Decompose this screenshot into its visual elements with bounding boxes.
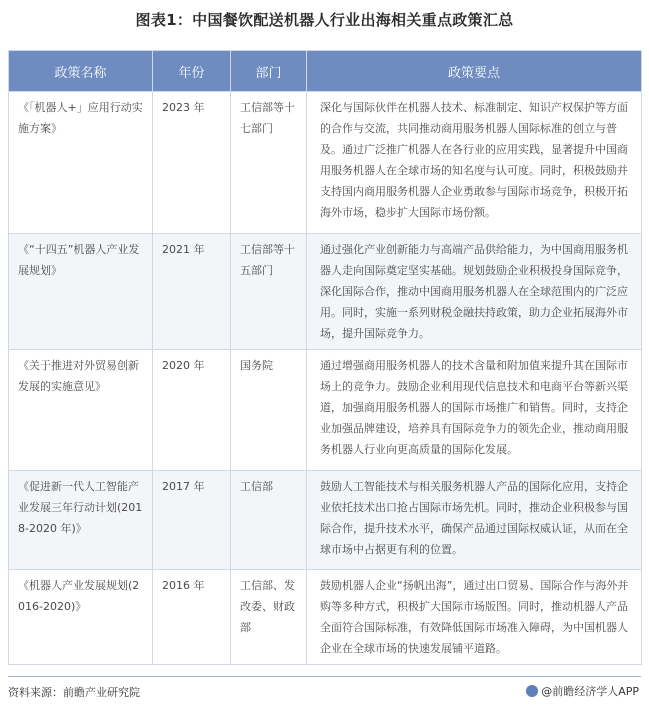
header-year: 年份 (153, 51, 231, 92)
table-row (9, 350, 642, 471)
header-policy-name: 政策名称 (9, 51, 153, 92)
policy-year-cell: 2016 年 (153, 570, 231, 665)
brand-credit-text: @前瞻经济学人APP (541, 685, 639, 698)
policy-dept-cell: 国务院 (231, 350, 307, 471)
policy-name-cell: 《「机器人+」应用行动实施方案》 (9, 92, 153, 234)
policy-points-cell: 鼓励机器人企业“扬帆出海”，通过出口贸易、国际合作与海外并购等多种方式，积极扩大国际市场版图。同时，推动机器人产品全面符合国际标准，有效降低国际市场准入障碍，为中国机器人企业在全球市场的快速发展铺平道路。 (307, 570, 642, 665)
policy-year-cell: 2023 年 (153, 92, 231, 234)
policy-table-wrapper (8, 50, 641, 665)
policy-name-cell: 《“十四五”机器人产业发展规划》 (9, 234, 153, 350)
policy-dept-cell: 工信部 (231, 471, 307, 570)
policy-points-cell: 深化与国际伙伴在机器人技术、标准制定、知识产权保护等方面的合作与交流，共同推动商用服务机器人国际标准的创立与普及。通过广泛推广机器人在各行业的应用实践，显著提升中国商用服务机器人在全球市场的知名度与认可度。同时，积极鼓励并支持国内商用服务机器人企业勇敢参与国际市场竞争，积极开拓海外市场，稳步扩大国际市场份额。 (307, 92, 642, 234)
header-department: 部门 (231, 51, 307, 92)
policy-name-cell: 《关于推进对外贸易创新发展的实施意见》 (9, 350, 153, 471)
policy-year-cell: 2017 年 (153, 471, 231, 570)
table-row (9, 92, 642, 234)
policy-dept-cell: 工信部等十七部门 (231, 92, 307, 234)
policy-name-cell: 《机器人产业发展规划(2016-2020)》 (9, 570, 153, 665)
brand-logo-icon (526, 685, 538, 697)
table-row (9, 234, 642, 350)
footer-divider (8, 676, 641, 677)
table-row (9, 570, 642, 665)
chart-title: 图表1：中国餐饮配送机器人行业出海相关重点政策汇总 (135, 11, 514, 29)
policy-table (8, 50, 642, 665)
table-row (9, 471, 642, 570)
source-note: 资料来源：前瞻产业研究院 (8, 686, 140, 699)
policy-year-cell: 2020 年 (153, 350, 231, 471)
header-key-points: 政策要点 (307, 51, 642, 92)
policy-dept-cell: 工信部等十五部门 (231, 234, 307, 350)
policy-year-cell: 2021 年 (153, 234, 231, 350)
policy-points-cell: 通过强化产业创新能力与高端产品供给能力，为中国商用服务机器人走向国际奠定坚实基础。规划鼓励企业积极投身国际竞争，深化国际合作，推动中国商用服务机器人在全球范围内的广泛应用。同时，实施一系列财税金融扶持政策，助力企业拓展海外市场，提升国际竞争力。 (307, 234, 642, 350)
table-header-row (9, 51, 642, 92)
policy-points-cell: 通过增强商用服务机器人的技术含量和附加值来提升其在国际市场上的竞争力。鼓励企业利用现代信息技术和电商平台等新兴渠道，加强商用服务机器人的国际市场推广和销售。同时，支持企业加强品牌建设，培养具有国际竞争力的领先企业，推动商用服务机器人行业向更高质量的国际化发展。 (307, 350, 642, 471)
policy-dept-cell: 工信部、发改委、财政部 (231, 570, 307, 665)
policy-points-cell: 鼓励人工智能技术与相关服务机器人产品的国际化应用，支持企业依托技术出口抢占国际市场先机。同时，推动企业积极参与国际合作，提升技术水平，确保产品通过国际权威认证，从而在全球市场中占据更有利的位置。 (307, 471, 642, 570)
policy-name-cell: 《促进新一代人工智能产业发展三年行动计划(2018-2020 年)》 (9, 471, 153, 570)
brand-credit (526, 683, 639, 699)
